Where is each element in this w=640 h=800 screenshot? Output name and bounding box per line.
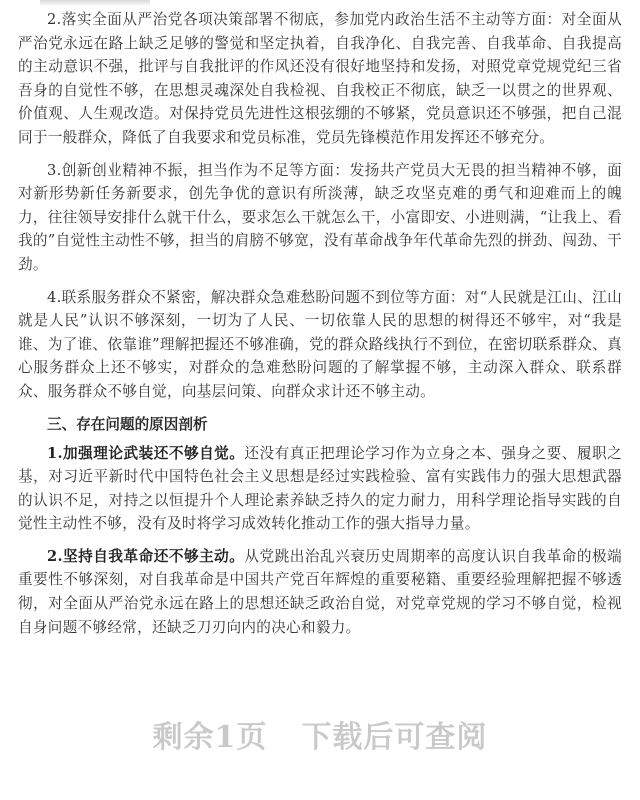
paragraph-item-3: 3.创新创业精神不振，担当作为不足等方面：发扬共产党员大无畏的担当精神不够，面对新形势新任务新要求，创先争优的意识有所淡薄，缺乏攻坚克难的勇气和迎难而上的魄力，往往领导安排什么就干什么，要求怎么干就怎么干，小富即安、小进则满，“让我上、看我的”自觉性主动性不够，担当的肩膀不够宽，没有革命战争年代革命先烈的拼劲、闯劲、干劲。 bbox=[18, 161, 622, 273]
download-prompt-label[interactable]: 下载后可查阅 bbox=[301, 720, 488, 755]
cause-lead-1: 1.加强理论武装还不够自觉。 bbox=[47, 444, 245, 462]
section-heading: 三、存在问题的原因剖析 bbox=[47, 415, 208, 433]
paragraph-item-2: 2.落实全面从严治党各项决策部署不彻底，参加党内政治生活不主动等方面：对全面从严治党永远在路上缺乏足够的警觉和坚定执着，自我净化、自我完善、自我革命、自我提高的主动意识不强，批评与自我批评的作风还没有很好地坚持和发扬，对照党章党规党纪三省吾身的自觉性不够，在思想灵魂深处自我检视、自我校正不彻底，缺乏一以贯之的世界观、价值观、人生观改造。对保持党员先进性这根弦绷的不够紧，党员意识还不够强，把自己混同于一般群众，降低了自我要求和党员标准，党员先锋模范作用发挥还不够充分。 bbox=[18, 11, 622, 146]
cause-paragraph-2 bbox=[18, 545, 622, 639]
cause-text-2: 从党跳出治乱兴衰历史周期率的高度认识自我革命的极端重要性不够深刻，对自我革命是中国共产党百年辉煌的重要秘籍、重要经验理解把握不够透彻，对全面从严治党永远在路上的思想还缺乏政治自觉，对党章党规的学习不够自觉，检视自身问题不够经常，还缺乏刀刃向内的决心和毅力。 bbox=[18, 547, 622, 636]
paragraph-item-4: 4.联系服务群众不紧密，解决群众急难愁盼问题不到位等方面：对“人民就是江山、江山就是人民”认识不够深刻，一切为了人民、一切依靠人民的思想的树得还不够牢，对“我是谁、为了谁、依靠谁”理解把握还不够准确，党的群众路线执行不到位，在密切联系群众、真心服务群众上还不够实，对群众的急难愁盼问题的了解掌握不够，主动深入群众、联系群众、服务群众不够自觉，向基层问策、向群众求计还不够主动。 bbox=[18, 288, 622, 400]
remaining-pages-banner[interactable] bbox=[0, 712, 640, 756]
cause-text-1: 还没有真正把理论学习作为立身之本、强身之要、履职之基，对习近平新时代中国特色社会主义思想是经过实践检验、富有实践伟力的强大思想武器的认识不足，对持之以恒提升个人理论素养缺乏持久的定力耐力，用科学理论指导实践的自觉性主动性不够，没有及时将学习成效转化推动工作的强大指导力量。 bbox=[18, 444, 622, 533]
cause-paragraph-1 bbox=[18, 442, 622, 536]
cause-lead-2: 2.坚持自我革命还不够主动。 bbox=[47, 547, 245, 565]
remaining-pages-label[interactable]: 剩余1页 bbox=[152, 720, 268, 755]
document-body bbox=[18, 8, 622, 648]
cut-off-previous-line bbox=[40, 0, 150, 6]
